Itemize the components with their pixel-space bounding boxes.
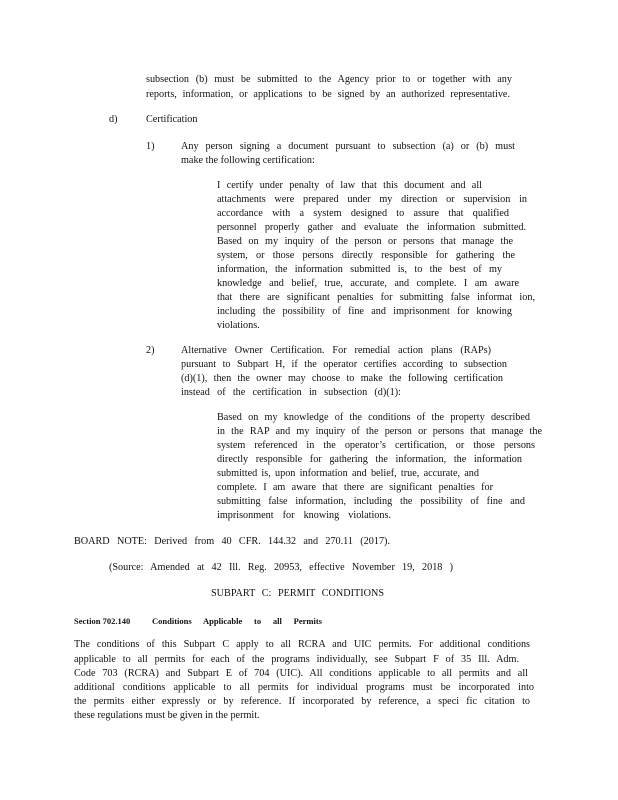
- body-line-6: these regulations must be given in the permit.: [74, 710, 260, 721]
- quote-1-line-8: knowledge and belief, true, accurate, and complete. I am aware: [217, 278, 519, 289]
- source-note: (Source: Amended at 42 Ill. Reg. 20953, effective November 19, 2018 ): [109, 562, 453, 573]
- quote-1-line-4: personnel properly gather and evaluate the information submitted.: [217, 222, 526, 233]
- body-line-4: additional conditions applicable to all permits for individual programs must be incorporated into: [74, 682, 534, 693]
- body-line-5: the permits either expressly or by reference. If incorporated by reference, a speci fic citation to: [74, 696, 530, 707]
- item-1-text-line-1: Any person signing a document pursuant to subsection (a) or (b) must: [181, 141, 515, 152]
- quote-2-line-4: directly responsible for gathering the information, the information: [217, 454, 522, 465]
- item-2-text-line-4: instead of the certification in subsection (d)(1):: [181, 387, 401, 398]
- quote-1-line-7: information, the information submitted is, to the best of my: [217, 264, 502, 275]
- item-d-heading: Certification: [146, 114, 198, 125]
- body-line-1: The conditions of this Subpart C apply to all RCRA and UIC permits. For additional conditions: [74, 639, 530, 650]
- quote-1-line-1: I certify under penalty of law that this document and all: [217, 180, 482, 191]
- quote-1-line-2: attachments were prepared under my direction or supervision in: [217, 194, 527, 205]
- quote-2-line-3: system referenced in the operator’s certification, or those persons: [217, 440, 535, 451]
- quote-2-line-5: submitted is, upon information and belief, true, accurate, and: [217, 468, 479, 479]
- quote-1-line-10: including the possibility of fine and imprisonment for knowing: [217, 306, 512, 317]
- item-2-text-line-1: Alternative Owner Certification. For remedial action plans (RAPs): [181, 345, 491, 356]
- body-line-3: Code 703 (RCRA) and Subpart E of 704 (UIC). All conditions applicable to all permits and all: [74, 668, 528, 679]
- section-title: Conditions Applicable to all Permits: [152, 616, 322, 626]
- item-1-number: 1): [146, 141, 155, 152]
- item-2-text-line-3: (d)(1), then the owner may choose to make the following certification: [181, 373, 503, 384]
- intro-line-1: subsection (b) must be submitted to the Agency prior to or together with any: [146, 74, 512, 85]
- item-2-number: 2): [146, 345, 155, 356]
- quote-1-line-9: that there are significant penalties for submitting false informat ion,: [217, 292, 535, 303]
- quote-2-line-6: complete. I am aware that there are significant penalties for: [217, 482, 493, 493]
- quote-1-line-6: system, or those persons directly responsible for gathering the: [217, 250, 515, 261]
- item-2-text-line-2: pursuant to Subpart H, if the operator certifies according to subsection: [181, 359, 507, 370]
- quote-1-line-5: Based on my inquiry of the person or persons that manage the: [217, 236, 513, 247]
- quote-2-line-7: submitting false information, including the possibility of fine and: [217, 496, 525, 507]
- item-1-text-line-2: make the following certification:: [181, 155, 315, 166]
- quote-1-line-3: accordance with a system designed to assure that qualified: [217, 208, 509, 219]
- quote-2-line-2: in the RAP and my inquiry of the person or persons that manage the: [217, 426, 542, 437]
- subpart-title: SUBPART C: PERMIT CONDITIONS: [211, 588, 384, 599]
- item-d-label: d): [109, 114, 118, 125]
- quote-2-line-8: imprisonment for knowing violations.: [217, 510, 391, 521]
- quote-2-line-1: Based on my knowledge of the conditions of the property described: [217, 412, 530, 423]
- intro-line-2: reports, information, or applications to be signed by an authorized representative.: [146, 89, 510, 100]
- board-note: BOARD NOTE: Derived from 40 CFR. 144.32 and 270.11 (2017).: [74, 536, 390, 547]
- section-number: Section 702.140: [74, 616, 131, 626]
- body-line-2: applicable to all permits for each of the programs individually, see Subpart F of 35 Ill. Adm.: [74, 654, 519, 665]
- quote-1-line-11: violations.: [217, 320, 260, 331]
